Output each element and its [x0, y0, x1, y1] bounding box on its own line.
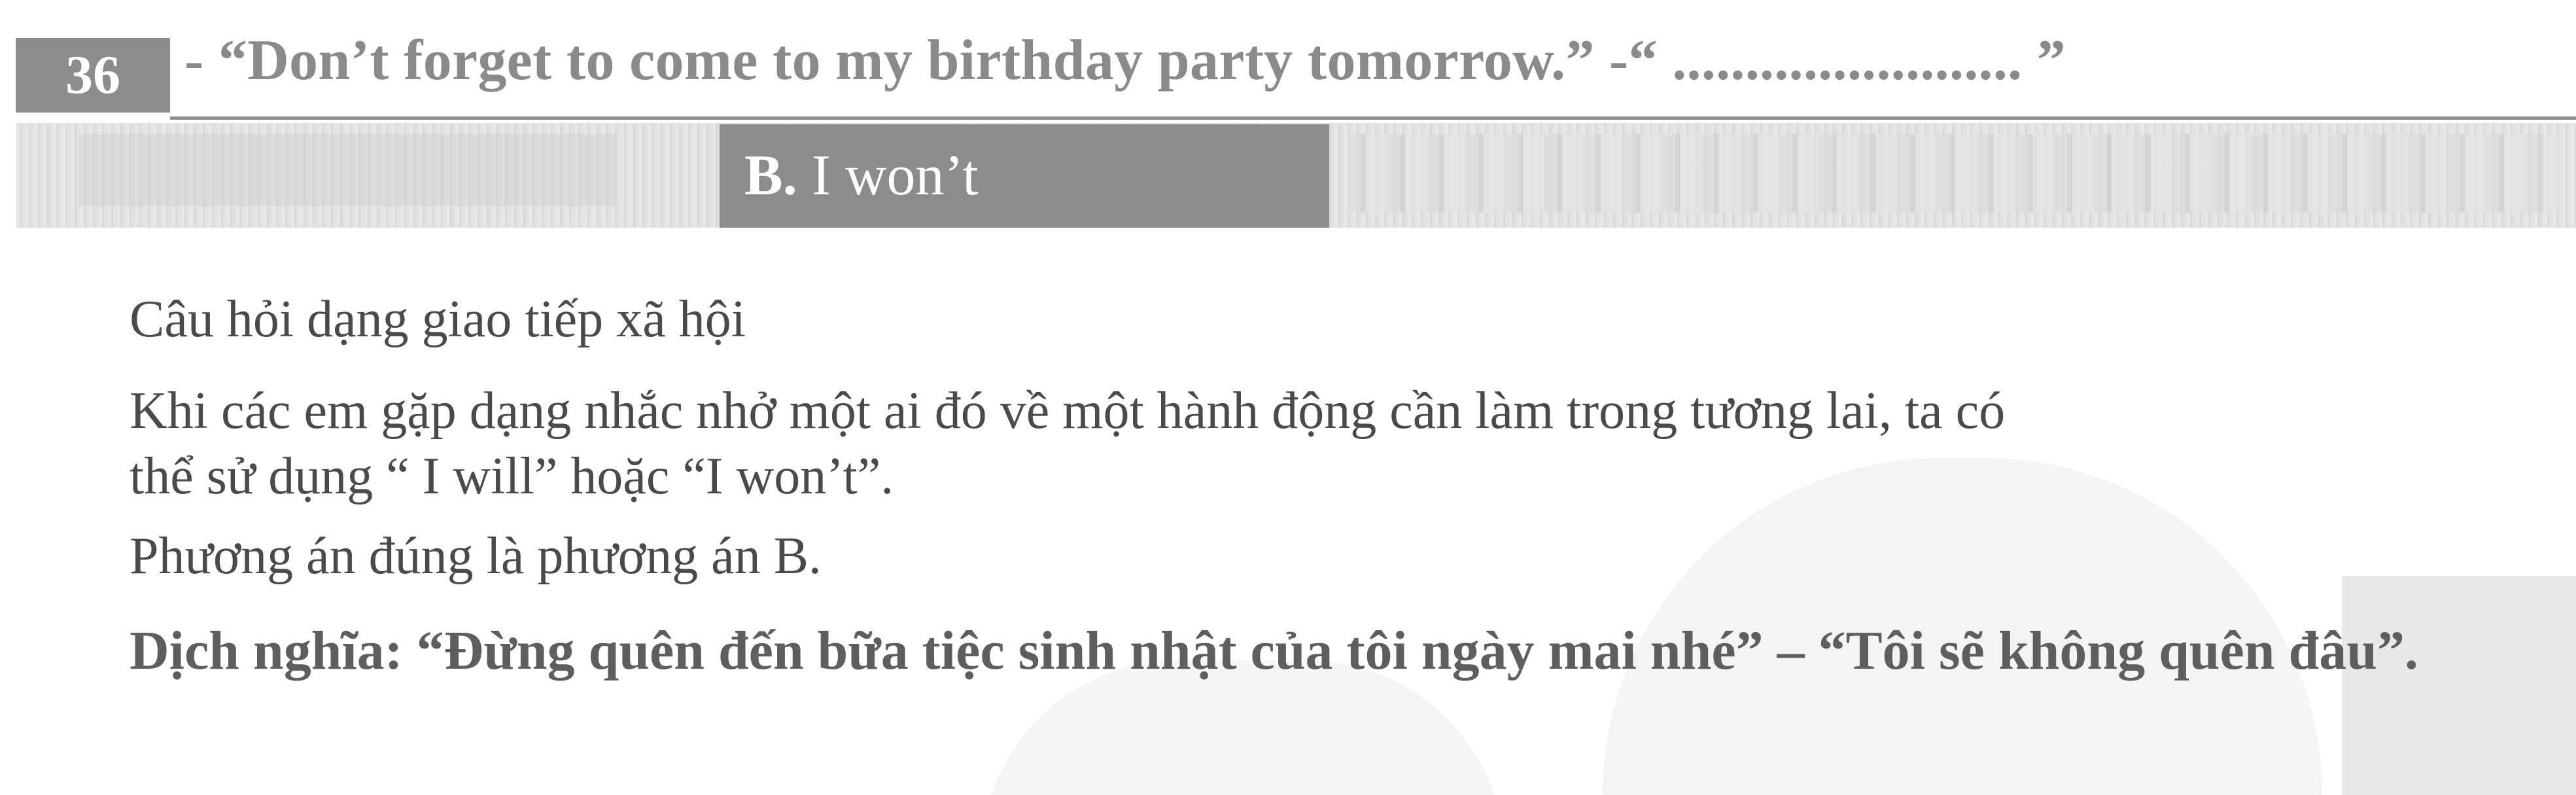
explanation-line: Phương án đúng là phương án B. — [130, 527, 822, 585]
question-divider — [170, 116, 2576, 120]
explanation-line: Câu hỏi dạng giao tiếp xã hội — [130, 291, 746, 348]
explanation-line: Khi các em gặp dạng nhắc nhở một ai đó về một hành động cần làm trong tương lai, ta có — [130, 382, 2006, 440]
answer-text: I won’t — [811, 144, 979, 207]
answer-band-shading — [78, 134, 615, 206]
explanation-line: thể sử dụng “ I will” hoặc “I won’t”. — [130, 448, 894, 505]
correct-answer — [744, 124, 979, 228]
translation: Dịch nghĩa: “Đừng quên đến bữa tiệc sinh nhật của tôi ngày mai nhé” – “Tôi sẽ không quên đâu”. — [130, 620, 2418, 681]
question-text: - “Don’t forget to come to my birthday party tomorrow.” -“ ........................ ” — [184, 29, 2066, 92]
answer-letter: B. — [744, 144, 797, 207]
question-number: 36 — [16, 38, 170, 113]
answer-band-shading — [1348, 134, 2558, 213]
